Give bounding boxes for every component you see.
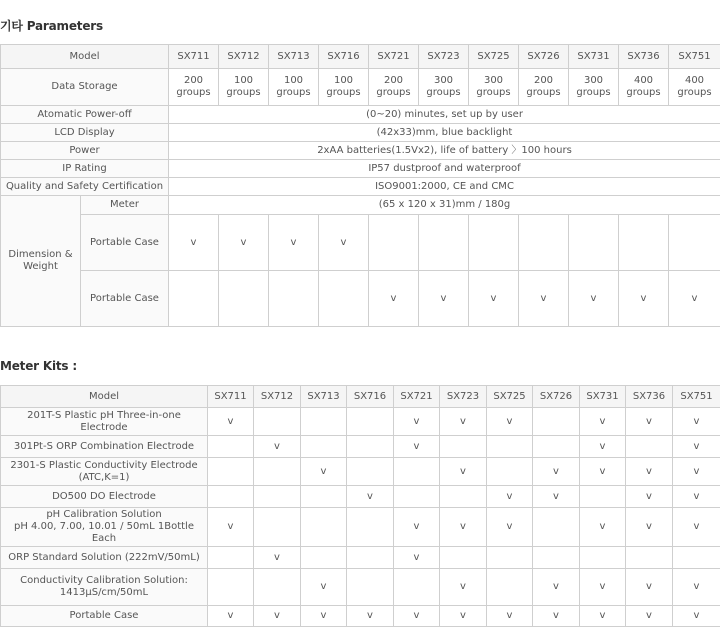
model-row (1, 45, 720, 69)
mark-cell: v (626, 508, 673, 547)
mark-cell (419, 215, 469, 271)
mark-cell (347, 458, 394, 486)
meter-label: Meter (81, 196, 169, 215)
model-cell: SX716 (347, 386, 394, 408)
mark-cell (440, 547, 487, 569)
spec-row (1, 124, 720, 142)
mark-cell: v (580, 508, 626, 547)
model-cell: SX716 (319, 45, 369, 69)
mark-cell (619, 215, 669, 271)
storage-cell: 200 groups (369, 69, 419, 106)
mark-cell (301, 486, 347, 508)
mark-cell: v (347, 486, 394, 508)
spec-row (1, 178, 720, 196)
model-cell: SX725 (469, 45, 519, 69)
kit-row (1, 606, 720, 627)
mark-cell: v (487, 508, 533, 547)
mark-cell (347, 508, 394, 547)
mark-cell (673, 547, 720, 569)
model-cell: SX713 (269, 45, 319, 69)
spec-label: LCD Display (1, 124, 169, 142)
spec-value: (0~20) minutes, set up by user (169, 106, 720, 124)
storage-cell: 400 groups (619, 69, 669, 106)
mark-cell (487, 569, 533, 606)
model-cell: SX726 (533, 386, 580, 408)
kit-row (1, 408, 720, 436)
model-row (1, 386, 720, 408)
mark-cell (347, 436, 394, 458)
mark-cell (301, 547, 347, 569)
mark-cell (208, 569, 254, 606)
mark-cell (208, 458, 254, 486)
model-cell: SX711 (208, 386, 254, 408)
model-cell: SX713 (301, 386, 347, 408)
mark-cell: v (440, 458, 487, 486)
mark-cell (519, 215, 569, 271)
portable-case-row (1, 215, 720, 271)
kit-item-label: 301Pt-S ORP Combination Electrode (1, 436, 208, 458)
spec-row (1, 142, 720, 160)
mark-cell: v (580, 569, 626, 606)
model-cell: SX731 (580, 386, 626, 408)
mark-cell: v (533, 458, 580, 486)
mark-cell: v (619, 271, 669, 327)
mark-cell: v (347, 606, 394, 627)
mark-cell: v (269, 215, 319, 271)
mark-cell (208, 547, 254, 569)
spec-label: Power (1, 142, 169, 160)
mark-cell: v (580, 458, 626, 486)
model-cell: SX721 (394, 386, 440, 408)
mark-cell: v (533, 606, 580, 627)
mark-cell: v (254, 436, 301, 458)
model-cell: SX712 (254, 386, 301, 408)
mark-cell (469, 215, 519, 271)
mark-cell (669, 215, 720, 271)
mark-cell: v (673, 486, 720, 508)
mark-cell (301, 408, 347, 436)
mark-cell: v (440, 606, 487, 627)
mark-cell (301, 436, 347, 458)
mark-cell (319, 271, 369, 327)
mark-cell (219, 271, 269, 327)
mark-cell: v (301, 458, 347, 486)
storage-cell: 300 groups (569, 69, 619, 106)
mark-cell (487, 458, 533, 486)
kit-row (1, 458, 720, 486)
kit-row (1, 547, 720, 569)
storage-cell: 100 groups (219, 69, 269, 106)
kit-row (1, 569, 720, 606)
portable-case-label: Portable Case (81, 215, 169, 271)
model-cell: SX712 (219, 45, 269, 69)
mark-cell: v (626, 408, 673, 436)
mark-cell (394, 458, 440, 486)
mark-cell: v (369, 271, 419, 327)
mark-cell: v (673, 408, 720, 436)
mark-cell (440, 436, 487, 458)
mark-cell: v (419, 271, 469, 327)
spec-value: (42x33)mm, blue backlight (169, 124, 720, 142)
mark-cell: v (394, 606, 440, 627)
dimension-label: Dimension & Weight (1, 196, 81, 327)
mark-cell (394, 486, 440, 508)
mark-cell (347, 547, 394, 569)
mark-cell: v (319, 215, 369, 271)
model-cell: SX751 (673, 386, 720, 408)
mark-cell (394, 569, 440, 606)
spec-value: IP57 dustproof and waterproof (169, 160, 720, 178)
storage-label: Data Storage (1, 69, 169, 106)
mark-cell: v (394, 508, 440, 547)
mark-cell: v (301, 606, 347, 627)
spec-value: 2xAA batteries(1.5Vx2), life of battery 〉100 hours (169, 142, 720, 160)
model-label: Model (1, 386, 208, 408)
kit-item-label: DO500 DO Electrode (1, 486, 208, 508)
meter-kits-table (0, 385, 720, 627)
mark-cell: v (673, 458, 720, 486)
model-cell: SX723 (440, 386, 487, 408)
mark-cell: v (673, 606, 720, 627)
storage-cell: 100 groups (269, 69, 319, 106)
spec-value: ISO9001:2000, CE and CMC (169, 178, 720, 196)
mark-cell: v (673, 508, 720, 547)
spec-row (1, 160, 720, 178)
mark-cell: v (533, 569, 580, 606)
kit-item-label: 2301-S Plastic Conductivity Electrode (ATC,K=1) (1, 458, 208, 486)
kit-item-label: pH Calibration Solution pH 4.00, 7.00, 10.01 / 50mL 1Bottle Each (1, 508, 208, 547)
model-cell: SX711 (169, 45, 219, 69)
mark-cell: v (469, 271, 519, 327)
mark-cell: v (487, 606, 533, 627)
kit-item-label: ORP Standard Solution (222mV/50mL) (1, 547, 208, 569)
model-label: Model (1, 45, 169, 69)
mark-cell (254, 458, 301, 486)
mark-cell: v (301, 569, 347, 606)
mark-cell (626, 436, 673, 458)
mark-cell: v (208, 606, 254, 627)
mark-cell (208, 486, 254, 508)
mark-cell: v (519, 271, 569, 327)
mark-cell (254, 569, 301, 606)
dimension-meter-row (1, 196, 720, 215)
kit-row (1, 436, 720, 458)
kit-row (1, 486, 720, 508)
kit-item-label: 201T-S Plastic pH Three-in-one Electrode (1, 408, 208, 436)
model-cell: SX725 (487, 386, 533, 408)
mark-cell: v (487, 486, 533, 508)
mark-cell (533, 408, 580, 436)
mark-cell: v (487, 408, 533, 436)
mark-cell (169, 271, 219, 327)
meter-kits-title: Meter Kits : (0, 359, 77, 373)
mark-cell (347, 408, 394, 436)
storage-cell: 300 groups (469, 69, 519, 106)
mark-cell: v (673, 436, 720, 458)
spec-label: Atomatic Power-off (1, 106, 169, 124)
mark-cell: v (440, 569, 487, 606)
meter-value: (65 x 120 x 31)mm / 180g (169, 196, 720, 215)
mark-cell: v (626, 569, 673, 606)
mark-cell: v (254, 547, 301, 569)
model-cell: SX726 (519, 45, 569, 69)
storage-cell: 100 groups (319, 69, 369, 106)
mark-cell (569, 215, 619, 271)
model-cell: SX731 (569, 45, 619, 69)
portable-case-row (1, 271, 720, 327)
mark-cell: v (533, 486, 580, 508)
mark-cell (487, 436, 533, 458)
mark-cell (533, 508, 580, 547)
mark-cell (533, 547, 580, 569)
mark-cell: v (394, 547, 440, 569)
mark-cell: v (394, 408, 440, 436)
model-cell: SX751 (669, 45, 720, 69)
mark-cell (369, 215, 419, 271)
kit-item-label: Conductivity Calibration Solution: 1413μS/cm/50mL (1, 569, 208, 606)
mark-cell: v (208, 508, 254, 547)
mark-cell (254, 508, 301, 547)
mark-cell: v (254, 606, 301, 627)
model-cell: SX736 (619, 45, 669, 69)
mark-cell (487, 547, 533, 569)
mark-cell (208, 436, 254, 458)
mark-cell: v (219, 215, 269, 271)
mark-cell: v (673, 569, 720, 606)
mark-cell: v (440, 508, 487, 547)
mark-cell: v (626, 458, 673, 486)
mark-cell: v (394, 436, 440, 458)
mark-cell: v (669, 271, 720, 327)
mark-cell (269, 271, 319, 327)
kit-item-label: Portable Case (1, 606, 208, 627)
mark-cell: v (208, 408, 254, 436)
mark-cell: v (580, 606, 626, 627)
storage-cell: 400 groups (669, 69, 720, 106)
mark-cell: v (580, 436, 626, 458)
mark-cell (533, 436, 580, 458)
mark-cell (301, 508, 347, 547)
mark-cell (626, 547, 673, 569)
parameters-table (0, 44, 720, 327)
spec-label: Quality and Safety Certification (1, 178, 169, 196)
storage-cell: 200 groups (519, 69, 569, 106)
model-cell: SX736 (626, 386, 673, 408)
mark-cell (254, 486, 301, 508)
mark-cell: v (626, 606, 673, 627)
spec-label: IP Rating (1, 160, 169, 178)
storage-cell: 200 groups (169, 69, 219, 106)
storage-row (1, 69, 720, 106)
kit-row (1, 508, 720, 547)
mark-cell: v (626, 486, 673, 508)
storage-cell: 300 groups (419, 69, 469, 106)
model-cell: SX721 (369, 45, 419, 69)
portable-case-label: Portable Case (81, 271, 169, 327)
mark-cell (347, 569, 394, 606)
spec-row (1, 106, 720, 124)
parameters-title: 기타 Parameters (0, 19, 103, 33)
mark-cell (254, 408, 301, 436)
model-cell: SX723 (419, 45, 469, 69)
mark-cell (580, 486, 626, 508)
mark-cell (580, 547, 626, 569)
mark-cell: v (169, 215, 219, 271)
mark-cell (440, 486, 487, 508)
mark-cell: v (440, 408, 487, 436)
mark-cell: v (569, 271, 619, 327)
mark-cell: v (580, 408, 626, 436)
